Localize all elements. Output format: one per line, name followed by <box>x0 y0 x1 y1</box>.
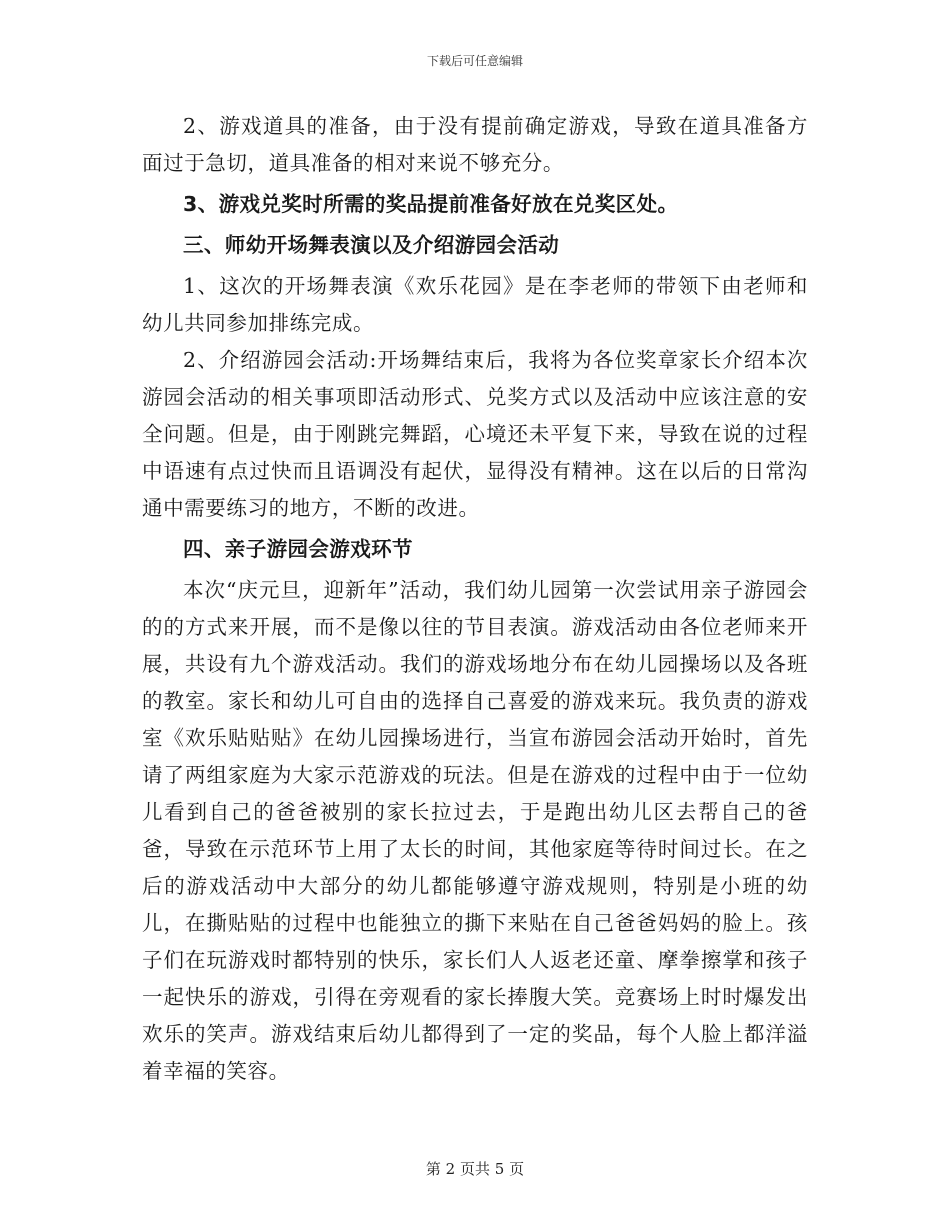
heading-prize-preparation: 3、游戏兑奖时所需的奖品提前准备好放在兑奖区处。 <box>183 192 679 216</box>
section-heading-game-session: 四、亲子游园会游戏环节 <box>183 537 413 561</box>
page-footer: 第 2 页共 5 页 <box>425 1160 525 1178</box>
page-header: 下载后可任意编辑 <box>426 54 523 68</box>
document-body <box>142 108 808 1090</box>
paragraph-game-session: 本次“庆元旦，迎新年”活动，我们幼儿园第一次尝试用亲子游园会的的方式来开展，而不是像以往的节目表演。游戏活动由各位老师来开展，共设有九个游戏活动。我们的游戏场地分布在幼儿园操场以及各班的教室。家长和幼儿可自由的选择自己喜爱的游戏来玩。我负责的游戏室《欢乐贴贴贴》在幼儿园操场进行，当宣布游园会活动开始时，首先请了两组家庭为大家示范游戏的玩法。但是在游戏的过程中由于一位幼儿看到自己的爸爸被别的家长拉过去，于是跑出幼儿区去帮自己的爸爸，导致在示范环节上用了太长的时间，其他家庭等待时间过长。在之后的游戏活动中大部分的幼儿都能够遵守游戏规则，特别是小班的幼儿，在撕贴贴的过程中也能独立的撕下来贴在自己爸爸妈妈的脸上。孩子们在玩游戏时都特别的快乐，家长们人人返老还童、摩拳擦掌和孩子一起快乐的游戏，引得在旁观看的家长捧腹大笑。竞赛场上时时爆发出欢乐的笑声。游戏结束后幼儿都得到了一定的奖品，每个人脸上都洋溢着幸福的笑容。 <box>142 578 808 1083</box>
paragraph-props-preparation: 2、游戏道具的准备，由于没有提前确定游戏，导致在道具准备方面过于急切，道具准备的相对来说不够充分。 <box>142 114 808 175</box>
paragraph-activity-introduction: 2、介绍游园会活动:开场舞结束后，我将为各位奖章家长介绍本次游园会活动的相关事项即活动形式、兑奖方式以及活动中应该注意的安全问题。但是，由于刚跳完舞蹈，心境还未平复下来，导致在说的过程中语速有点过快而且语调没有起伏，显得没有精神。这在以后的日常沟通中需要练习的地方，不断的改进。 <box>142 348 808 520</box>
paragraph-opening-dance: 1、这次的开场舞表演《欢乐花园》是在李老师的带领下由老师和幼儿共同参加排练完成。 <box>142 274 808 335</box>
section-heading-opening-dance: 三、师幼开场舞表演以及介绍游园会活动 <box>183 233 560 257</box>
